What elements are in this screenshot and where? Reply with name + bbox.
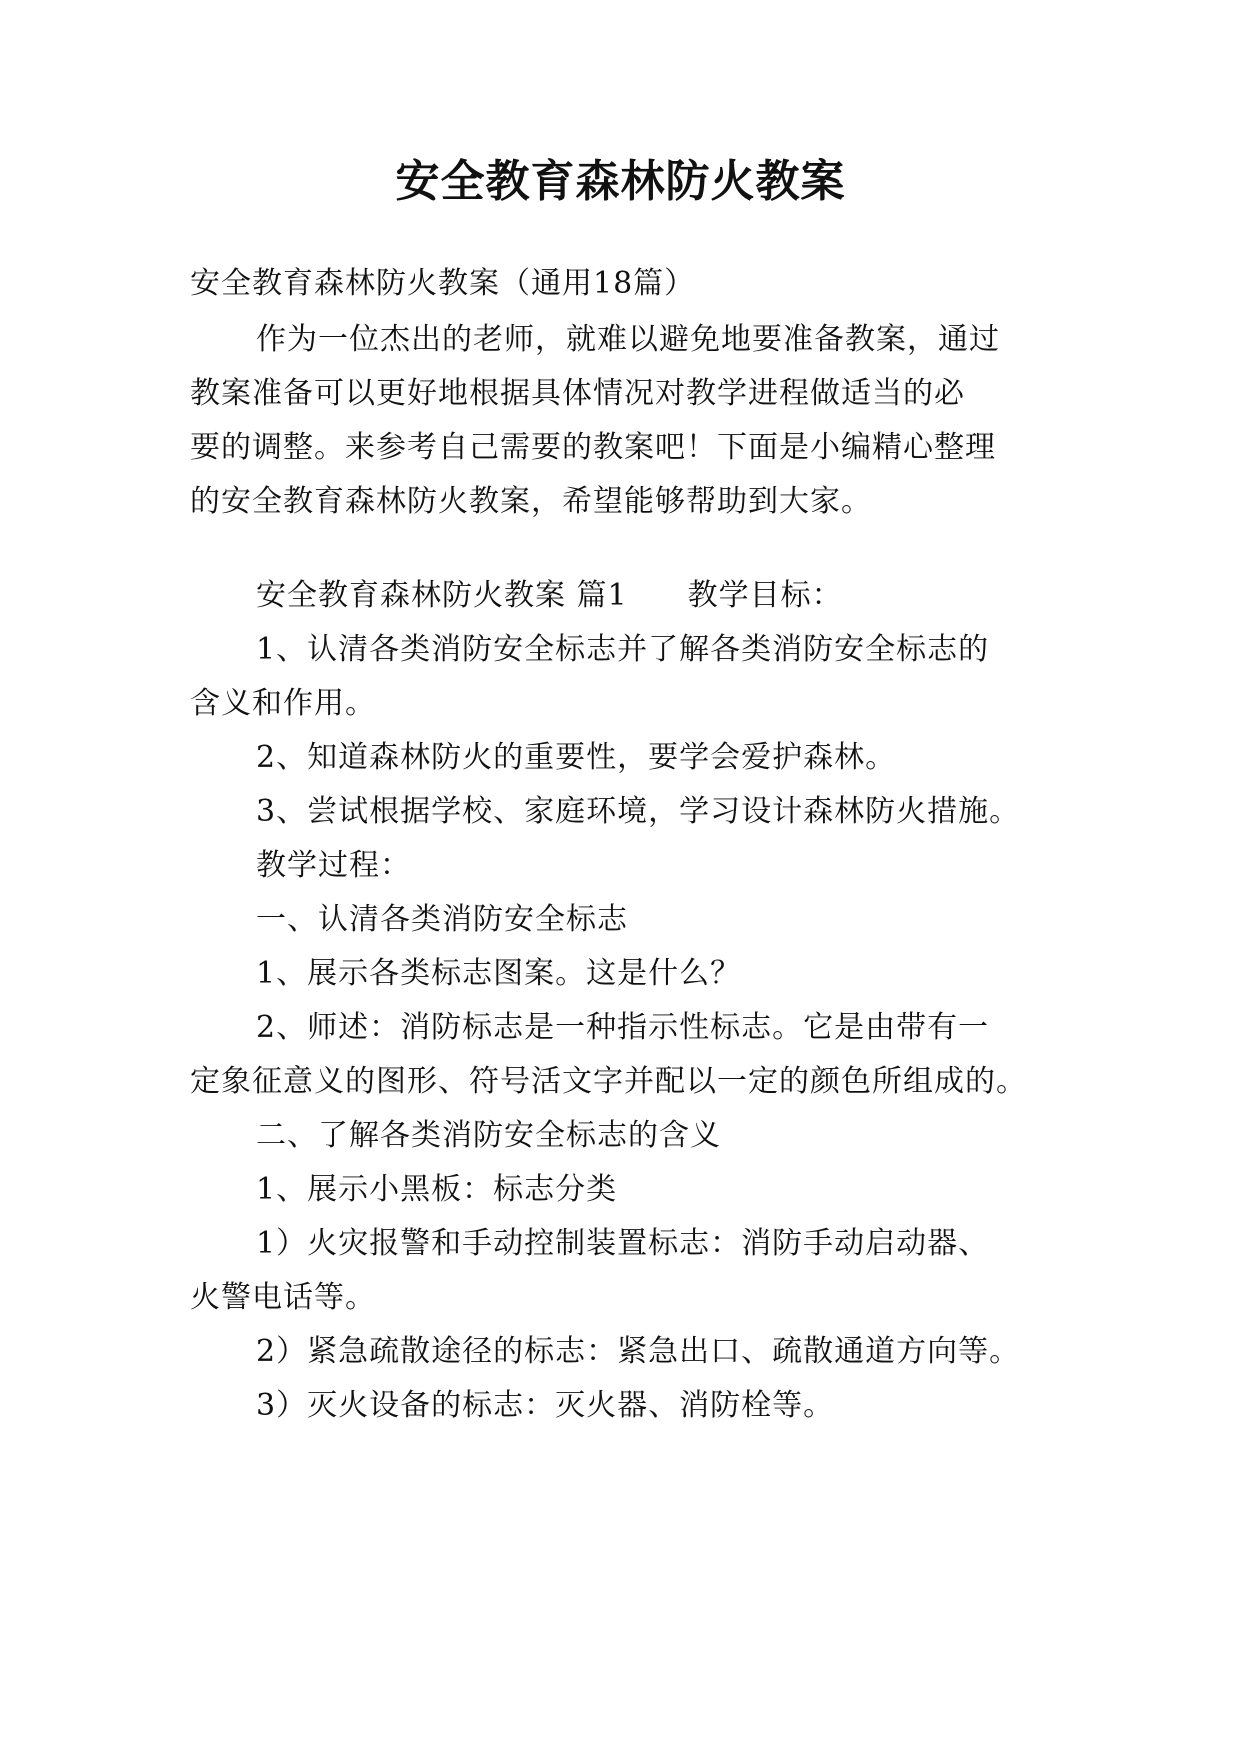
teaching-process-label: 教学过程： <box>256 848 411 883</box>
process-line-4: 定象征意义的图形、符号活文字并配以一定的颜色所组成的。 <box>190 1064 1027 1099</box>
goal-line-3: 2、知道森林防火的重要性，要学会爱护森林。 <box>256 740 897 775</box>
section-heading: 安全教育森林防火教案 篇1 <box>256 578 628 613</box>
intro-line-3: 要的调整。来参考自己需要的教案吧！下面是小编精心整理 <box>190 430 996 465</box>
goal-line-2: 含义和作用。 <box>190 686 376 721</box>
intro-line-2: 教案准备可以更好地根据具体情况对教学进程做适当的必 <box>190 376 965 411</box>
process-line-5: 二、了解各类消防安全标志的含义 <box>256 1118 721 1153</box>
document-subtitle: 安全教育森林防火教案（通用18篇） <box>190 266 696 301</box>
goal-line-1: 1、认清各类消防安全标志并了解各类消防安全标志的 <box>256 632 990 667</box>
intro-line-4: 的安全教育森林防火教案，希望能够帮助到大家。 <box>190 484 872 519</box>
process-line-3: 2、师述：消防标志是一种指示性标志。它是由带有一 <box>256 1010 990 1045</box>
goal-line-4: 3、尝试根据学校、家庭环境，学习设计森林防火措施。 <box>256 794 1021 829</box>
process-line-1: 一、认清各类消防安全标志 <box>256 902 628 937</box>
process-line-6: 1、展示小黑板：标志分类 <box>256 1172 618 1207</box>
process-line-10: 3）灭火设备的标志：灭火器、消防栓等。 <box>256 1388 835 1423</box>
document-title: 安全教育森林防火教案 <box>395 156 846 207</box>
process-line-8: 火警电话等。 <box>190 1280 376 1315</box>
process-line-2: 1、展示各类标志图案。这是什么？ <box>256 956 742 991</box>
teaching-goals-label: 教学目标： <box>687 578 843 613</box>
process-line-9: 2）紧急疏散途径的标志：紧急出口、疏散通道方向等。 <box>256 1334 1021 1369</box>
section-heading-row <box>256 574 843 618</box>
process-line-7: 1）火灾报警和手动控制装置标志：消防手动启动器、 <box>256 1226 990 1261</box>
intro-line-1: 作为一位杰出的老师，就难以避免地要准备教案，通过 <box>256 322 1000 357</box>
